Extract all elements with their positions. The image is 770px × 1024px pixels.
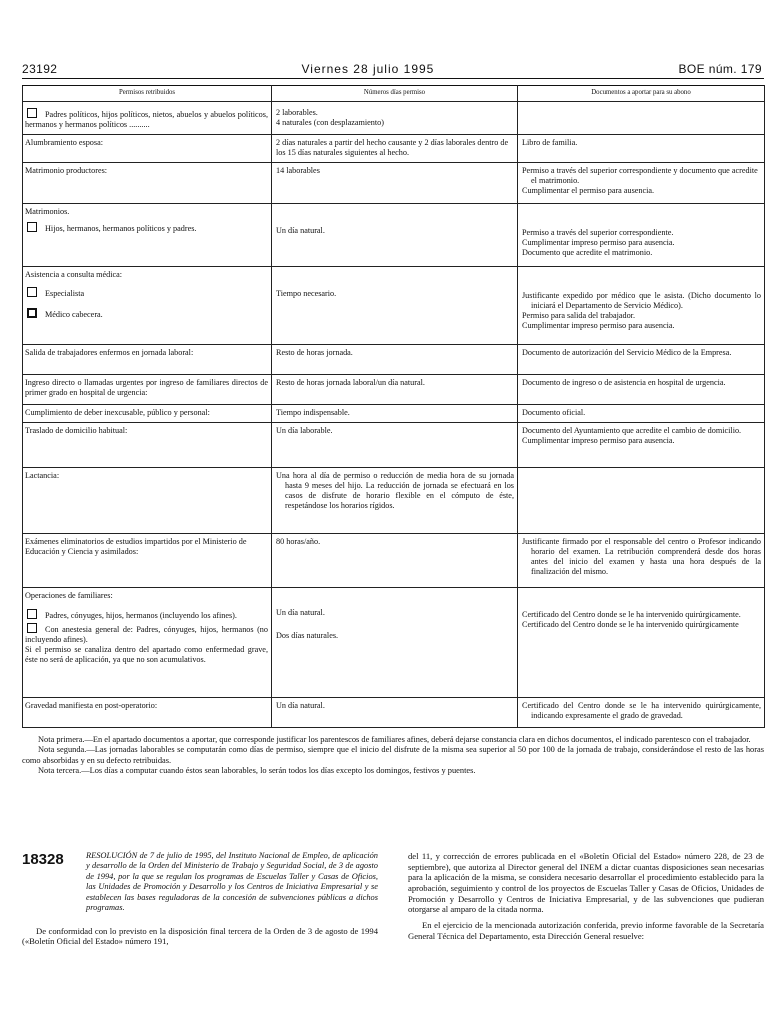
docs-cell xyxy=(518,423,765,468)
dias-cell: Un día natural. xyxy=(272,698,518,728)
table-row xyxy=(23,423,765,468)
docs-cell xyxy=(518,698,765,728)
docs-text: Documento de ingreso o de asistencia en hospital de urgencia. xyxy=(522,378,726,387)
dias-cell: Resto de horas jornada laboral/un día natural. xyxy=(272,375,518,405)
checkbox[interactable] xyxy=(27,222,37,232)
note-paragraph: Nota segunda.—Las jornadas laborables se computarán como días de permiso, siempre que el inicio del disfrute de la misma sea superior al 50 por 100 de la jornada de trabajo, considerándose el resto de las horas como absorbidas y en su defecto retribuidas. xyxy=(22,745,764,765)
docs-text: Cumplimentar impreso permiso para ausencia. xyxy=(522,321,675,330)
column-header: Permisos retribuidos xyxy=(23,86,272,102)
permiso-cell xyxy=(23,588,272,698)
note-paragraph: Nota primera.—En el apartado documentos a aportar, que corresponde justificar los parentescos de familiares afines, deberá dejarse constancia clara en dichos documentos, el indicado parentesco con el trabajador. xyxy=(38,735,751,744)
permiso-cell: Alumbramiento esposa: xyxy=(23,135,272,163)
permiso-cell: Ingreso directo o llamadas urgentes por ingreso de familiares directos de primer grado en hospital de urgencia: xyxy=(23,375,272,405)
page-header xyxy=(22,62,764,79)
docs-cell xyxy=(518,204,765,267)
docs-text: Justificante firmado por el responsable del centro o Profesor indicando horario del examen. La retribución comprenderá desde dos horas antes del inicio del examen y hasta una hora después de la finalización del mismo. xyxy=(522,537,761,576)
dias-cell: Resto de horas jornada. xyxy=(272,345,518,375)
resolution-section xyxy=(22,851,764,947)
dias-cell: Tiempo indispensable. xyxy=(272,405,518,423)
docs-cell xyxy=(518,588,765,698)
docs-text: Permiso a través del superior correspondiente y documento que acredite el matrimonio. xyxy=(522,166,758,185)
dias-cell: Tiempo necesario. xyxy=(272,267,518,345)
permiso-text: Padres políticos, hijos políticos, nietos, abuelos y abuelos políticos, hermanos y hermanos políticos .......... xyxy=(25,110,268,129)
dias-cell xyxy=(272,588,518,698)
table-header-row xyxy=(23,86,765,102)
permiso-cell xyxy=(23,267,272,345)
table-row xyxy=(23,375,765,405)
right-column xyxy=(408,851,764,947)
permiso-cell: Traslado de domicilio habitual: xyxy=(23,423,272,468)
permiso-cell: Matrimonio productores: xyxy=(23,163,272,204)
docs-cell xyxy=(518,163,765,204)
permiso-cell: Cumplimiento de deber inexcusable, público y personal: xyxy=(23,405,272,423)
permiso-subtext: Con anestesia general de: Padres, cónyuges, hijos, hermanos (no incluyendo afines). xyxy=(25,625,268,644)
dias-cell: 2 días naturales a partir del hecho causante y 2 días laborales dentro de los 15 días naturales siguientes al hecho. xyxy=(272,135,518,163)
permiso-subtext: Si el permiso se canaliza dentro del apartado como enfermedad grave, éste no será de aplicación, ya que no son acumulativos. xyxy=(25,645,268,664)
docs-cell xyxy=(518,375,765,405)
permiso-cell xyxy=(23,204,272,267)
resolution-heading xyxy=(22,851,378,914)
dias-cell: 80 horas/año. xyxy=(272,534,518,588)
table-row xyxy=(23,588,765,698)
body-paragraph: De conformidad con lo previsto en la disposición final tercera de la Orden de 3 de agosto de 1994 («Boletín Oficial del Estado» número 191, xyxy=(22,925,378,947)
resolution-number: 18328 xyxy=(22,851,64,868)
checkbox[interactable] xyxy=(27,308,37,318)
table-row xyxy=(23,698,765,728)
table-row xyxy=(23,468,765,534)
docs-cell: Documento oficial. xyxy=(518,405,765,423)
docs-text: Cumplimentar el permiso para ausencia. xyxy=(522,186,655,195)
permiso-text: Operaciones de familiares: xyxy=(25,591,113,600)
dias-text: 4 naturales (con desplazamiento) xyxy=(276,118,384,127)
docs-text: Cumplimentar impreso permiso para ausencia. xyxy=(522,238,675,247)
docs-cell xyxy=(518,102,765,135)
docs-text: Documento de autorización del Servicio Médico de la Empresa. xyxy=(522,348,732,357)
permiso-subtext: Hijos, hermanos, hermanos políticos y padres. xyxy=(45,224,197,233)
checkbox[interactable] xyxy=(27,623,37,633)
table-row xyxy=(23,534,765,588)
docs-text: Permiso para salida del trabajador. xyxy=(522,311,635,320)
docs-text: Permiso a través del superior correspondiente. xyxy=(522,228,674,237)
permisos-table xyxy=(22,85,765,728)
dias-cell: Un día natural. xyxy=(272,204,518,267)
docs-text: Documento que acredite el matrimonio. xyxy=(522,248,653,257)
table-row xyxy=(23,204,765,267)
docs-cell xyxy=(518,267,765,345)
resolution-title: RESOLUCIÓN de 7 de julio de 1995, del Instituto Nacional de Empleo, de aplicación y desarrollo de la Orden del Ministerio de Trabajo y Seguridad Social, de 3 de agosto de 1994, por la que se regulan los programas de Escuelas Taller y Casas de Oficios, las Unidades de Promoción y Desarrollo y los Centros de Iniciativa Empresarial y se establecen las bases reguladoras de la concesión de subvenciones públicas a dichos programas. xyxy=(86,851,378,913)
docs-cell: Libro de familia. xyxy=(518,135,765,163)
docs-text: Documento del Ayuntamiento que acredite el cambio de domicilio. xyxy=(522,426,742,435)
issue-date: Viernes 28 julio 1995 xyxy=(301,62,435,76)
body-paragraph: En el ejercicio de la mencionada autorización conferida, previo informe favorable de la Secretaría General Técnica del Departamento, esta Dirección General resuelve: xyxy=(408,919,764,941)
checkbox[interactable] xyxy=(27,609,37,619)
dias-text: Un día natural. xyxy=(276,608,325,617)
permiso-cell: Gravedad manifiesta en post-operatorio: xyxy=(23,698,272,728)
dias-cell xyxy=(272,102,518,135)
checkbox[interactable] xyxy=(27,287,37,297)
page-number: 23192 xyxy=(22,62,58,76)
docs-text: Certificado del Centro donde se le ha intervenido quirúrgicamente. xyxy=(522,610,741,619)
permiso-subtext: Médico cabecera. xyxy=(45,310,103,319)
table-row xyxy=(23,405,765,423)
docs-cell xyxy=(518,534,765,588)
checkbox[interactable] xyxy=(27,108,37,118)
table-row xyxy=(23,163,765,204)
dias-cell: 14 laborables xyxy=(272,163,518,204)
left-column xyxy=(22,851,378,947)
permiso-subtext: Padres, cónyuges, hijos, hermanos (incluyendo los afines). xyxy=(45,611,237,620)
dias-text: 2 laborables. xyxy=(276,108,318,117)
dias-text: Dos días naturales. xyxy=(276,631,339,640)
dias-cell xyxy=(272,468,518,534)
table-row xyxy=(23,345,765,375)
table-row xyxy=(23,135,765,163)
column-header: Documentos a aportar para su abono xyxy=(518,86,765,102)
notes-block xyxy=(22,735,764,776)
table-row xyxy=(23,102,765,135)
permiso-cell: Salida de trabajadores enfermos en jornada laboral: xyxy=(23,345,272,375)
permiso-subtext: Especialista xyxy=(45,289,85,298)
permiso-cell: Exámenes eliminatorios de estudios impartidos por el Ministerio de Educación y Ciencia y asimilados: xyxy=(23,534,272,588)
docs-text: Certificado del Centro donde se le ha intervenido quirúrgicamente xyxy=(522,620,739,629)
permiso-cell: Lactancia: xyxy=(23,468,272,534)
publication-name: BOE núm. 179 xyxy=(678,62,762,76)
body-paragraph: del 11, y corrección de errores publicada en el «Boletín Oficial del Estado» número 228, de 23 de septiembre), que autoriza al Director general del INEM a dictar cuantas disposiciones sean necesarias para la aplicación de la misma, se considera necesario desarrollar el procedimiento establecido para la aprobación, seguimiento y control de los proyectos de Escuelas Taller y Casas de Oficios, Unidades de Promoción y Desarrollo y Centros de Iniciativa Empresarial, y de las subvenciones que pudieran otorgarse al amparo de la citada norma. xyxy=(408,851,764,915)
permiso-cell xyxy=(23,102,272,135)
dias-text: Una hora al día de permiso o reducción de media hora de su jornada hasta 9 meses del hijo. La reducción de jornada se efectuará en los casos de disfrute de horario flexible en el cómputo de éste, respetándose los horarios rígidos. xyxy=(276,471,514,510)
boe-page xyxy=(22,62,764,776)
permiso-text: Matrimonios. xyxy=(25,207,70,216)
docs-text: Cumplimentar impreso permiso para ausencia. xyxy=(522,436,675,445)
column-header: Números días permiso xyxy=(272,86,518,102)
note-paragraph: Nota tercera.—Los días a computar cuando éstos sean laborables, lo serán todos los días excepto los domingos, festivos y puentes. xyxy=(38,765,476,775)
docs-text: Certificado del Centro donde se le ha intervenido quirúrgicamente, indicando expresamente el grado de gravedad. xyxy=(522,701,761,720)
docs-cell xyxy=(518,468,765,534)
dias-cell: Un día laborable. xyxy=(272,423,518,468)
permiso-text: Asistencia a consulta médica: xyxy=(25,270,123,279)
docs-text: Justificante expedido por médico que le asista. (Dicho documento lo iniciará el Departamento de Servicio Médico). xyxy=(522,291,761,310)
table-row xyxy=(23,267,765,345)
docs-cell xyxy=(518,345,765,375)
